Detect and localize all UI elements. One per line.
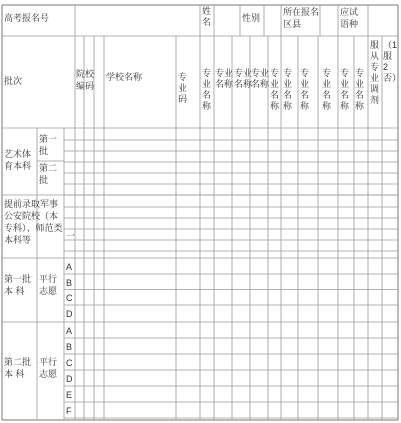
art-batch-2-label: 第二批 [39,163,58,185]
exam-id-label: 高考报名号 [4,13,50,23]
obey-adjust-header: 服从专业调剂 [370,40,380,105]
tier2-choice-letter: C [66,358,73,368]
name-label: 姓名 [202,6,212,27]
tier2-parallel-label: 平行志愿 [39,357,58,379]
major-name-header-4: 专业名称 [251,68,270,89]
tier2-choice-letter: B [66,342,73,352]
district-label: 所在报名区县 [283,7,320,29]
major-name-header-8: 专业名称 [322,68,332,111]
tier2-label: 第二批本 科 [4,357,32,379]
tier1-label: 第一批本 科 [4,274,32,296]
district-field[interactable] [322,5,338,35]
gender-field[interactable] [265,5,279,35]
major-name-header-1: 专业名称 [202,68,212,111]
batch-header: 批次 [4,76,23,86]
obey-adjust-note: （1服2否） [383,40,401,83]
major-name-header-5: 专业名称 [270,68,280,111]
major-name-header-9: 专业名称 [340,68,350,111]
tier2-choice-letter: D [66,374,73,384]
major-name-header-3: 专业名称 [234,68,253,89]
major-name-header-10: 专业名称 [355,68,365,111]
tier1-choice-letter: C [66,293,73,303]
early-admission-label: 提前录取军事公安院校（本专科）、师范类本科等 [4,199,63,245]
early-admission-mark: 一 [66,231,76,241]
tier1-choice-letter: A [66,262,73,272]
language-label: 应试语种 [340,7,359,29]
major-name-header-6: 专业名称 [283,68,293,111]
tier2-choice-letter: A [66,326,73,336]
exam-id-field[interactable] [76,5,198,35]
name-field[interactable] [215,5,239,35]
major-code-header-1: 专业码 [178,72,188,104]
school-code-header: 院校编码 [76,69,95,91]
major-name-header-7: 专业名称 [300,68,310,111]
art-batch-1-label: 第一批 [39,134,58,156]
major-name-header-2: 专业名称 [215,68,234,89]
art-pe-label: 艺术体育本科 [4,149,32,171]
tier1-parallel-label: 平行志愿 [39,274,58,296]
tier1-choice-letter: B [66,277,73,288]
language-field[interactable] [370,5,398,35]
tier1-choice-letter: D [66,308,73,319]
tier2-choice-letter: E [66,390,73,400]
tier2-choice-letter: F [66,406,72,416]
school-name-header: 学校名称 [106,72,143,82]
gender-label: 性别 [242,13,261,23]
